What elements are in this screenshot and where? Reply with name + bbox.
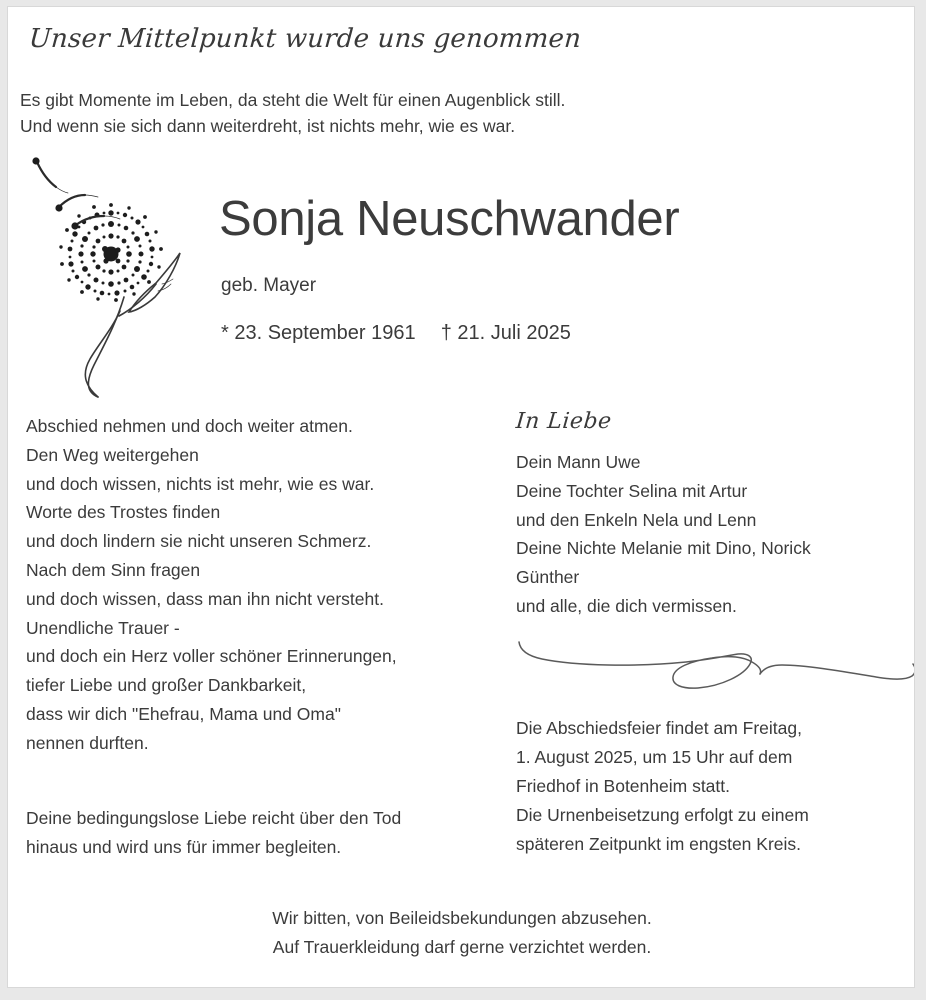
left-closing-line: Deine bedingungslose Liebe reicht über den Tod — [26, 808, 402, 828]
footer-note-line: Auf Trauerkleidung darf gerne verzichtet werden. — [272, 937, 652, 957]
left-closing-text — [26, 804, 506, 862]
mourner-line: Deine Tochter Selina mit Artur — [516, 480, 748, 501]
intro-line: Und wenn sie sich dann weiterdreht, ist nichts mehr, wie es war. — [20, 116, 516, 136]
left-closing-line: hinaus und wird uns für immer begleiten. — [26, 837, 342, 857]
death-symbol: † — [440, 322, 452, 344]
ceremony-line: Friedhof in Botenheim statt. — [516, 776, 730, 796]
poem-line: und doch wissen, dass man ihn nicht versteht. — [26, 588, 384, 609]
footer-note-line: Wir bitten, von Beileidsbekundungen abzusehen. — [272, 908, 652, 928]
page-title: Unser Mittelpunkt wurde uns genommen — [27, 24, 583, 54]
mourner-line: und alle, die dich vermissen. — [516, 595, 737, 616]
obituary-card — [7, 6, 915, 988]
footer-note — [8, 904, 915, 962]
poem-text — [26, 412, 496, 758]
poem-line: und doch ein Herz voller schöner Erinnerungen, — [26, 646, 397, 667]
poem-line: dass wir dich "Ehefrau, Mama und Oma" — [26, 703, 341, 724]
ceremony-details — [516, 714, 915, 859]
deceased-maiden-name: geb. Mayer — [221, 275, 317, 296]
ceremony-line: späteren Zeitpunkt im engsten Kreis. — [516, 834, 802, 854]
death-date: 21. Juli 2025 — [457, 322, 571, 344]
intro-text — [20, 87, 780, 139]
mourner-line: Deine Nichte Melanie mit Dino, Norick — [516, 538, 811, 559]
poem-line: Nach dem Sinn fragen — [26, 559, 201, 580]
poem-line: und doch lindern sie nicht unseren Schmerz. — [26, 531, 372, 552]
mourner-line: Günther — [516, 567, 580, 588]
mourner-line: und den Enkeln Nela und Lenn — [516, 509, 757, 530]
ceremony-line: Die Abschiedsfeier findet am Freitag, — [516, 718, 802, 738]
deceased-dates — [221, 322, 571, 345]
flourish-divider-icon — [516, 634, 915, 696]
dandelion-icon — [16, 149, 206, 399]
mourners-heading: In Liebe — [514, 409, 613, 434]
mourners-list — [516, 448, 915, 621]
intro-line: Es gibt Momente im Leben, da steht die Welt für einen Augenblick still. — [20, 90, 566, 110]
poem-line: Worte des Trostes finden — [26, 502, 221, 523]
poem-line: Abschied nehmen und doch weiter atmen. — [26, 416, 353, 436]
poem-line: Den Weg weitergehen — [26, 444, 199, 465]
mourner-line: Dein Mann Uwe — [516, 452, 641, 472]
poem-line: Unendliche Trauer - — [26, 617, 180, 638]
deceased-name: Sonja Neuschwander — [219, 192, 680, 246]
poem-line: und doch wissen, nichts ist mehr, wie es war. — [26, 473, 375, 494]
poem-line: nennen durften. — [26, 732, 149, 753]
ceremony-line: 1. August 2025, um 15 Uhr auf dem — [516, 747, 793, 767]
mourners-block — [516, 409, 915, 621]
birth-date: 23. September 1961 — [234, 322, 416, 344]
ceremony-line: Die Urnenbeisetzung erfolgt zu einem — [516, 805, 809, 825]
birth-symbol: * — [221, 322, 229, 344]
poem-line: tiefer Liebe und großer Dankbarkeit, — [26, 675, 307, 696]
